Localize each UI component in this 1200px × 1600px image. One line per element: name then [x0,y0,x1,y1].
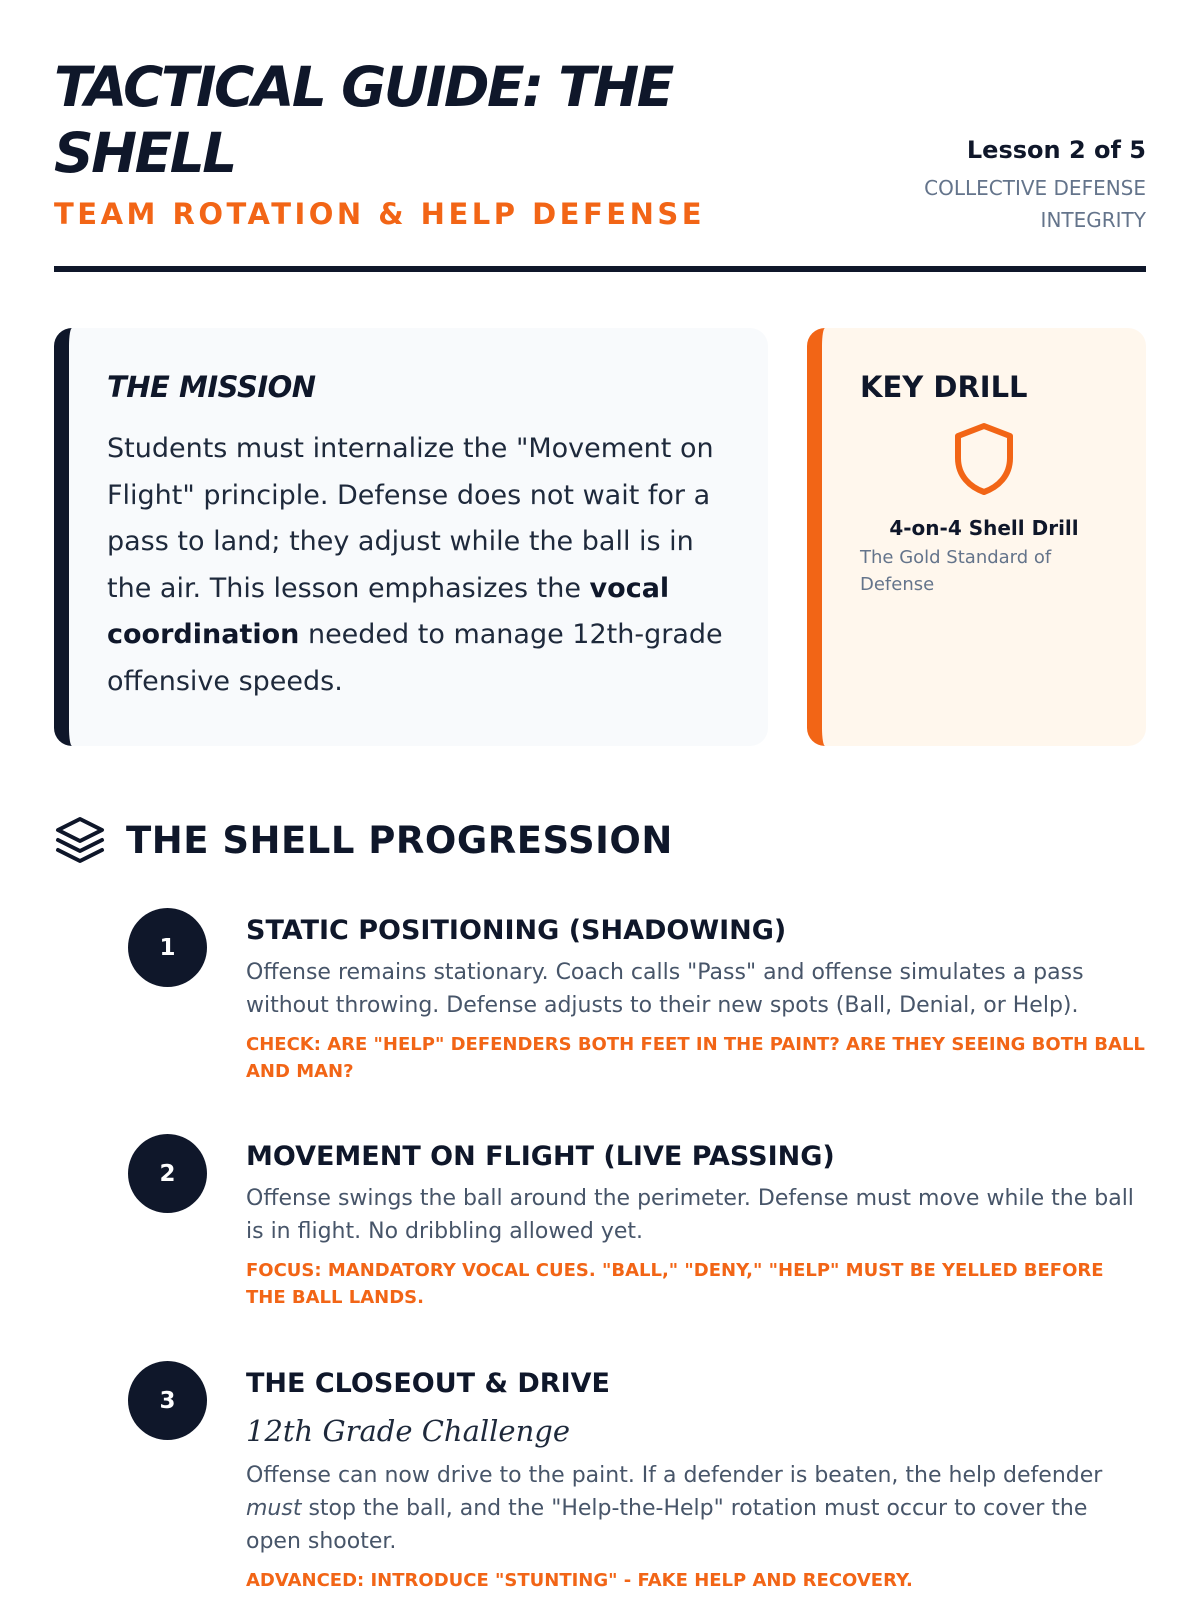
step-number-badge: 2 [128,1134,207,1213]
lesson-number: Lesson 2 of 5 [966,136,1146,164]
key-drill-card [807,328,1146,746]
mission-text-part: Students must internalize the "Movement on Flight" principle. Defense does not wait for a pass to land; they adjust while the ball is in the air. This lesson emphasizes the [107,433,714,604]
step-number-badge: 1 [128,908,207,987]
step-subtitle: 12th Grade Challenge [246,1414,570,1448]
progression-title: THE SHELL PROGRESSION [126,818,673,862]
mission-title: THE MISSION [107,370,316,404]
step-description-emphasis: must [246,1496,302,1521]
shield-icon [952,422,1016,496]
mission-card [54,328,768,746]
progression-heading [54,812,673,868]
key-drill-subtitle: The Gold Standard of Defense [860,547,1052,595]
step-title: MOVEMENT ON FLIGHT (LIVE PASSING) [246,1141,835,1172]
page-header [54,54,1146,274]
step-description-part: Offense can now drive to the paint. If a defender is beaten, the help defender [246,1463,1103,1488]
header-divider [54,266,1146,272]
mission-text [107,426,730,705]
lesson-page [54,0,1146,1600]
step-note: ADVANCED: INTRODUCE "STUNTING" - FAKE HELP AND RECOVERY. [246,1570,913,1591]
page-title: TACTICAL GUIDE: THE SHELL [54,55,672,185]
layers-icon [54,814,106,866]
mission-text-bold: vocal coordination [107,572,670,650]
step-description [246,1459,1146,1558]
step-title: STATIC POSITIONING (SHADOWING) [246,915,787,946]
step-title: THE CLOSEOUT & DRIVE [246,1368,610,1399]
key-drill-title: KEY DRILL [860,370,1028,404]
step-note: CHECK: ARE "HELP" DEFENDERS BOTH FEET IN THE PAINT? ARE THEY SEEING BOTH BALL AND MAN? [246,1034,1145,1082]
step-description: Offense remains stationary. Coach calls "Pass" and offense simulates a pass without throwing. Defense adjusts to their new spots (Ball, Denial, or Help). [246,960,1084,1018]
step-number-badge: 3 [128,1361,207,1440]
step-description: Offense swings the ball around the perimeter. Defense must move while the ball is in flight. No dribbling allowed yet. [246,1186,1134,1244]
page-subtitle: TEAM ROTATION & HELP DEFENSE [54,197,706,231]
lesson-tag: COLLECTIVE DEFENSE INTEGRITY [924,176,1146,232]
key-drill-name: 4-on-4 Shell Drill [889,516,1079,540]
lesson-meta [901,136,1146,236]
step-description-part: stop the ball, and the "Help-the-Help" rotation must occur to cover the open shooter. [246,1496,1088,1554]
step-note: FOCUS: MANDATORY VOCAL CUES. "BALL," "DENY," "HELP" MUST BE YELLED BEFORE THE BALL LANDS. [246,1260,1104,1308]
mission-text-part: needed to manage 12th-grade offensive speeds. [107,619,723,697]
